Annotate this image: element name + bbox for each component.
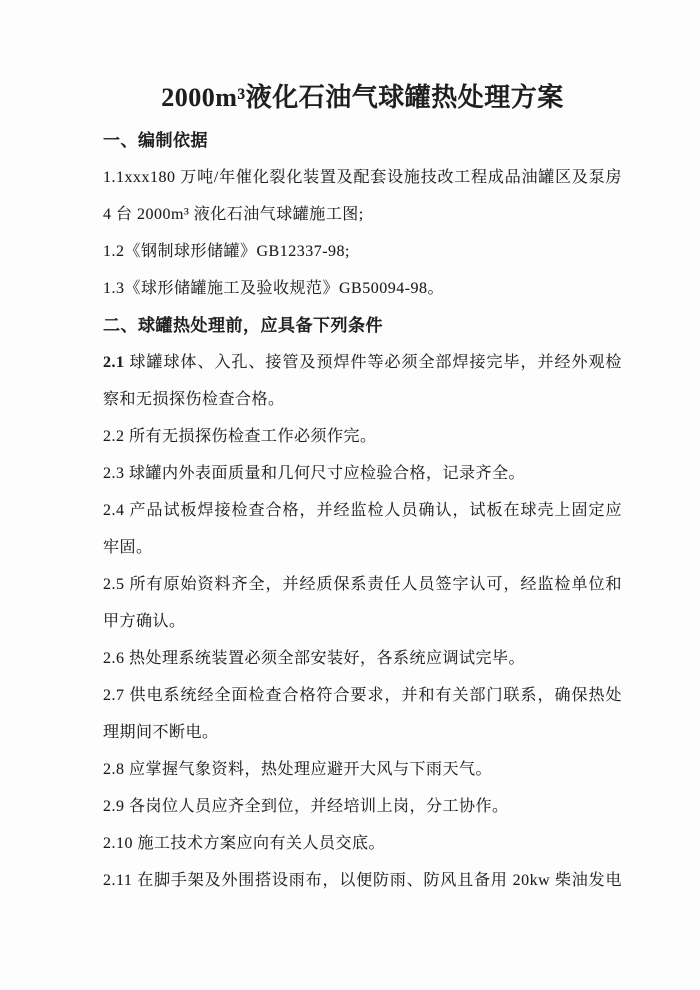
item-number: 1.1 [103, 169, 125, 186]
item-number: 2.4 [103, 502, 125, 519]
paragraph-2-11 [103, 862, 622, 899]
paragraph-1-2 [103, 233, 622, 270]
paragraph-2-2 [103, 418, 622, 455]
section-heading: 一、编制依据 [103, 131, 208, 150]
item-number: 2.9 [103, 798, 125, 815]
item-number: 1.3 [103, 280, 125, 297]
document-title: 2000m³液化石油气球罐热处理方案 [161, 83, 564, 112]
paragraph-2-4 [103, 492, 622, 566]
paragraph-1-1 [103, 159, 622, 233]
item-text: 施工技术方案应向有关人员交底。 [133, 835, 386, 852]
item-number: 2.6 [103, 650, 125, 667]
item-text: 热处理系统装置必须全部安装好，各系统应调试完毕。 [124, 650, 526, 667]
paragraph-2-1 [103, 344, 622, 418]
item-text: 产品试板焊接检查合格，并经监检人员确认，试板在球壳上固定应牢固。 [103, 502, 622, 556]
paragraph-2-8 [103, 751, 622, 788]
paragraph-1-3 [103, 270, 622, 307]
item-number: 2.3 [103, 465, 125, 482]
item-text: 各岗位人员应齐全到位，并经培训上岗，分工协作。 [124, 798, 509, 815]
item-text: xxx180 万吨/年催化裂化装置及配套设施技改工程成品油罐区及泵房 4 台 2000m³ 液化石油气球罐施工图; [103, 169, 622, 223]
item-number: 1.2 [103, 243, 125, 260]
paragraph-2-10 [103, 825, 622, 862]
paragraph-2-5 [103, 566, 622, 640]
item-number: 2.2 [103, 428, 125, 445]
item-text: 应掌握气象资料，热处理应避开大风与下雨天气。 [124, 761, 493, 778]
paragraph-2-7 [103, 677, 622, 751]
item-number: 2.7 [103, 687, 125, 704]
item-number: 2.5 [103, 576, 125, 593]
item-text: 球罐球体、入孔、接管及预焊件等必须全部焊接完毕，并经外观检察和无损探伤检查合格。 [103, 354, 622, 408]
paragraph-2-3 [103, 455, 622, 492]
item-text: 《球形储罐施工及验收规范》GB50094-98。 [124, 280, 445, 297]
item-number: 2.11 [103, 872, 133, 889]
item-text: 《钢制球形储罐》GB12337-98; [124, 243, 351, 260]
section-compilation-basis [103, 122, 622, 307]
item-text: 在脚手架及外围搭设雨布，以便防雨、防风且备用 20kw 柴油发电 [132, 872, 622, 889]
paragraph-2-9 [103, 788, 622, 825]
paragraph-2-6 [103, 640, 622, 677]
item-number: 2.8 [103, 761, 125, 778]
item-text: 所有原始资料齐全，并经质保系责任人员签字认可，经监检单位和甲方确认。 [103, 576, 622, 630]
item-text: 球罐内外表面质量和几何尺寸应检验合格，记录齐全。 [124, 465, 526, 482]
section-heading: 二、球罐热处理前，应具备下列条件 [103, 316, 383, 335]
section-pre-heat-treatment-conditions [103, 307, 622, 899]
item-text: 供电系统经全面检查合格符合要求，并和有关部门联系，确保热处理期间不断电。 [103, 687, 622, 741]
item-number: 2.1 [103, 354, 125, 371]
item-text: 所有无损探伤检查工作必须作完。 [124, 428, 377, 445]
item-number: 2.10 [103, 835, 133, 852]
